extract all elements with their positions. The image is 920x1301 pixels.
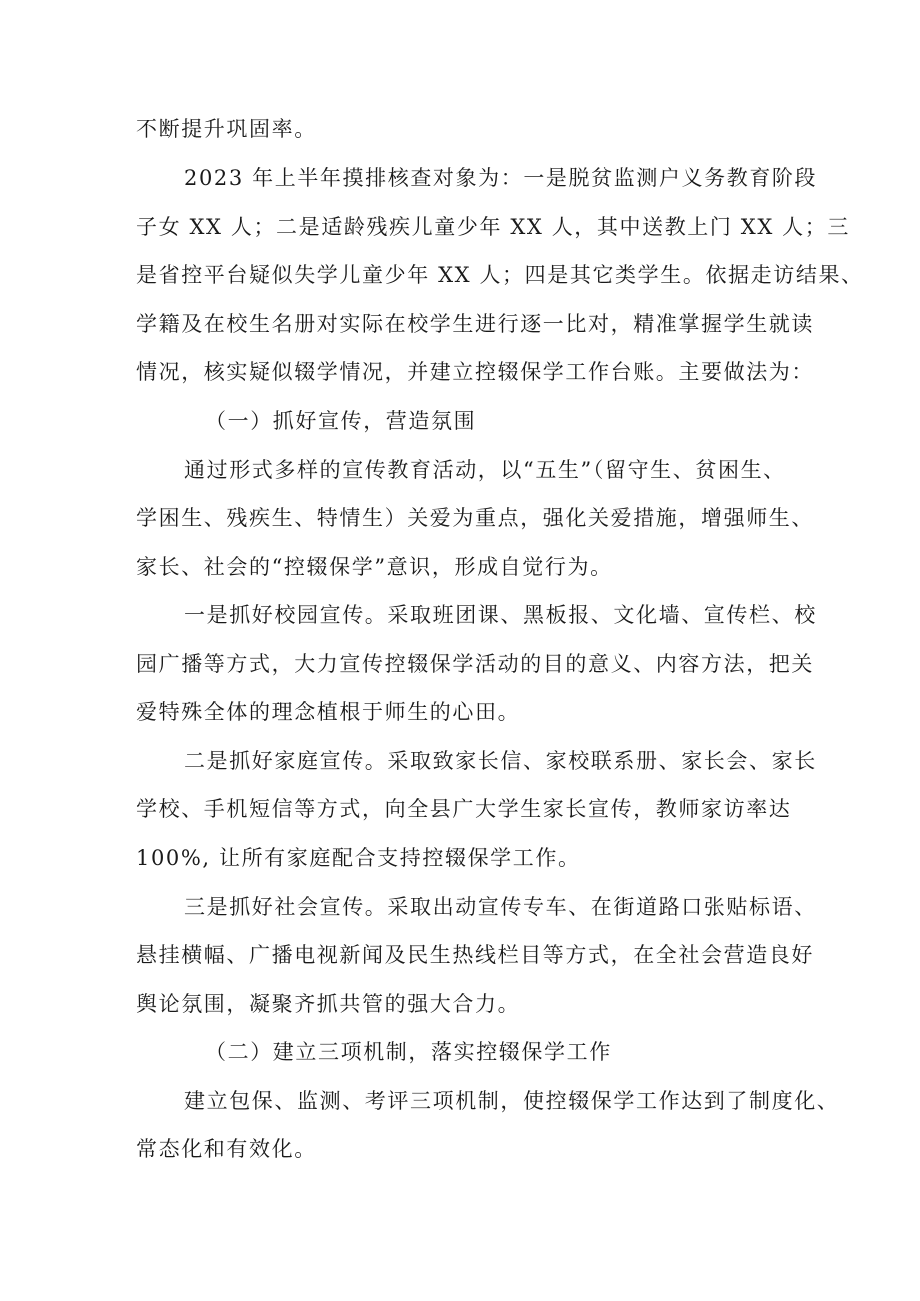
body-text-line: 情况，核实疑似辍学情况，并建立控辍保学工作台账。主要做法为： — [136, 360, 814, 384]
body-text-line: 家长、社会的“控辍保学”意识，形成自觉行为。 — [136, 555, 613, 579]
section-heading: （二）建立三项机制，落实控辍保学工作 — [205, 1040, 612, 1064]
body-text-line: 爱特殊全体的理念植根于师生的心田。 — [136, 700, 521, 724]
body-text-line: 建立包保、监测、考评三项机制，使控辍保学工作达到了制度化、 — [184, 1089, 840, 1113]
body-text-line: 舆论氛围，凝聚齐抓共管的强大合力。 — [136, 992, 521, 1016]
body-text-line: 不断提升巩固率。 — [136, 117, 317, 141]
body-text-line: 通过形式多样的宣传教育活动，以“五生”（留守生、贫困生、 — [184, 458, 786, 482]
body-text-line: 常态化和有效化。 — [136, 1137, 317, 1161]
body-text-line: 园广播等方式，大力宣传控辍保学活动的目的意义、内容方法，把关 — [136, 652, 814, 676]
body-text-line: 学困生、残疾生、特情生）关爱为重点，强化关爱措施，增强师生、 — [136, 506, 814, 530]
body-text-line: 悬挂横幅、广播电视新闻及民生热线栏目等方式，在全社会营造良好 — [136, 943, 814, 967]
body-text-line: 子女 XX 人；二是适龄残疾儿童少年 XX 人，其中送教上门 XX 人；三 — [136, 215, 850, 239]
body-text-line: 一是抓好校园宣传。采取班团课、黑板报、文化墙、宣传栏、校 — [184, 603, 817, 627]
body-text-line: 学籍及在校生名册对实际在校学生进行逐一比对，精准掌握学生就读 — [136, 312, 814, 336]
body-text-line: 是省控平台疑似失学儿童少年 XX 人；四是其它类学生。依据走访结果、 — [136, 263, 864, 287]
body-text-line: 二是抓好家庭宣传。采取致家长信、家校联系册、家长会、家长 — [184, 749, 817, 773]
body-text-line: 学校、手机短信等方式，向全县广大学生家长宣传，教师家访率达 — [136, 797, 792, 821]
body-text-line: 2023 年上半年摸排核查对象为：一是脱贫监测户义务教育阶段 — [184, 166, 818, 190]
section-heading: （一）抓好宣传，营造氛围 — [205, 409, 477, 433]
body-text-line: 100%, 让所有家庭配合支持控辍保学工作。 — [136, 846, 581, 870]
body-text-line: 三是抓好社会宣传。采取出动宣传专车、在街道路口张贴标语、 — [184, 895, 817, 919]
